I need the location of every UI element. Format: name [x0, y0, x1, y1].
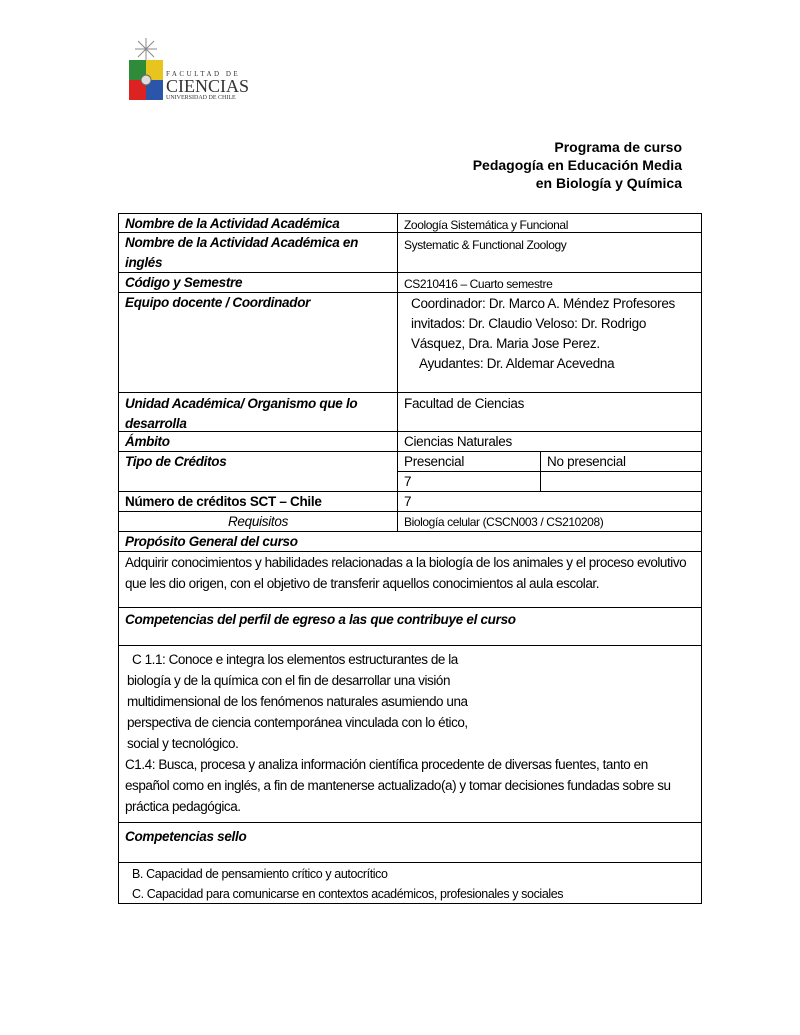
c11-line: biología y de la química con el fin de desarrollar una visión: [127, 673, 451, 688]
ambito-label: Ámbito: [118, 431, 398, 452]
header-program: Pedagogía en Educación Media: [472, 157, 682, 173]
codigo-value: CS210416 – Cuarto semestre: [397, 272, 702, 293]
sello-label: Competencias sello: [118, 822, 702, 863]
unidad-label: Unidad Académica/ Organismo que lo desarrolla: [118, 392, 398, 432]
competencias-content: [118, 645, 702, 823]
faculty-logo: [126, 36, 266, 106]
equipo-label: Equipo docente / Coordinador: [118, 292, 398, 393]
no-presencial-header: No presencial: [540, 451, 702, 472]
sello-content: [118, 862, 702, 904]
ingles-label: Nombre de la Actividad Académica en inglés: [118, 232, 398, 273]
c11-line: multidimensional de los fenómenos naturales asumiendo una: [127, 694, 468, 709]
c11-line: social y tecnológico.: [127, 736, 239, 751]
equipo-line: invitados: Dr. Claudio Veloso: Dr. Rodrigo: [411, 316, 647, 331]
logo-text-universidad: UNIVERSIDAD DE CHILE: [166, 95, 236, 101]
unidad-value: Facultad de Ciencias: [397, 392, 702, 432]
equipo-line: Vásquez, Dra. Maria Jose Perez.: [411, 336, 600, 351]
nombre-label: Nombre de la Actividad Académica: [118, 213, 398, 233]
equipo-value: [397, 292, 702, 393]
nombre-value: Zoología Sistemática y Funcional: [397, 213, 702, 233]
c11-line: perspectiva de ciencia contemporánea vinculada con lo ético,: [127, 715, 468, 730]
requisitos-label: Requisitos: [118, 511, 398, 532]
presencial-header: Presencial: [397, 451, 541, 472]
logo-text-ciencias: CIENCIAS: [166, 76, 250, 96]
sct-label: Número de créditos SCT – Chile: [118, 491, 398, 512]
sello-item: C. Capacidad para comunicarse en contextos académicos, profesionales y sociales: [132, 887, 564, 901]
no-presencial-value: [540, 471, 702, 492]
header-subprogram: en Biología y Química: [535, 175, 682, 191]
sello-item: B. Capacidad de pensamiento crítico y autocrítico: [132, 867, 388, 881]
sct-value: 7: [397, 491, 702, 512]
ambito-value: Ciencias Naturales: [397, 431, 702, 452]
header-title: Programa de curso: [554, 139, 682, 155]
c11-line: C 1.1: Conoce e integra los elementos estructurantes de la: [132, 652, 458, 667]
proposito-text: Adquirir conocimientos y habilidades relacionadas a la biología de los animales y el proceso evolutivo que les dio origen, con el objetivo de transferir aquellos conocimientos al aula escolar.: [118, 551, 702, 608]
c14-text: C1.4: Busca, procesa y analiza información científica procedente de diversas fuentes, tanto en español como en inglés, a fin de mantenerse actualizado(a) y tomar decisiones fundadas sobre su práctica pedagógica.: [125, 757, 671, 814]
tipo-label: Tipo de Créditos: [118, 451, 398, 492]
competencias-label: Competencias del perfil de egreso a las que contribuye el curso: [118, 607, 702, 646]
proposito-label: Propósito General del curso: [118, 531, 702, 552]
requisitos-value: Biología celular (CSCN003 / CS210208): [397, 511, 702, 532]
ingles-value: Systematic & Functional Zoology: [397, 232, 702, 273]
codigo-label: Código y Semestre: [118, 272, 398, 293]
equipo-line: Ayudantes: Dr. Aldemar Acevedna: [419, 356, 615, 371]
equipo-line: Coordinador: Dr. Marco A. Méndez Profesores: [411, 296, 675, 311]
presencial-value: 7: [397, 471, 541, 492]
logo-text-facultad: FACULTAD DE: [166, 70, 241, 78]
